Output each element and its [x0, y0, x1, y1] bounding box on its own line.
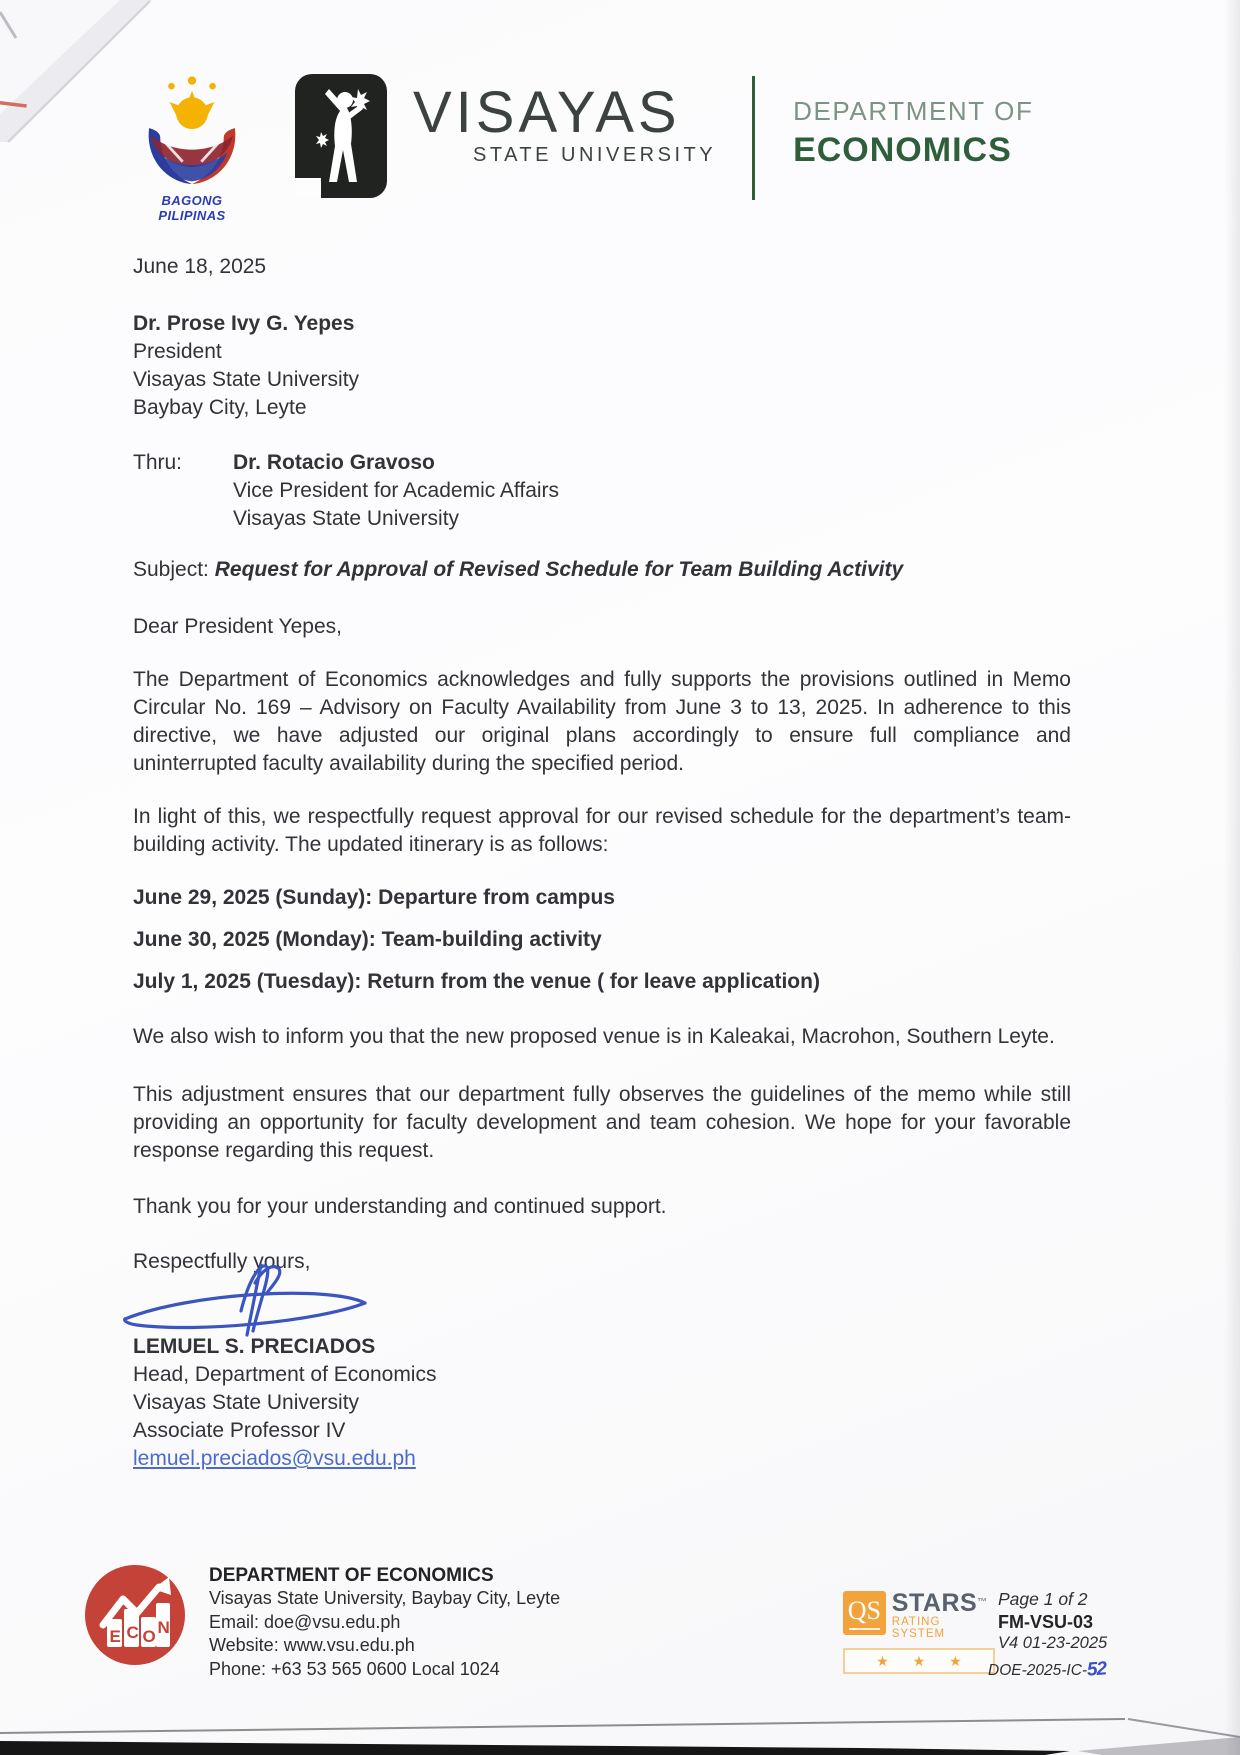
- subject-line: [133, 556, 1071, 584]
- body-paragraph-5: Thank you for your understanding and continued support.: [133, 1195, 667, 1218]
- body-paragraph-3: We also wish to inform you that the new proposed venue is in Kaleakai, Macrohon, Southern Leyte.: [133, 1025, 1055, 1048]
- schedule-item-1: June 29, 2025 (Sunday): Departure from campus: [133, 886, 615, 909]
- signatory-rank: Associate Professor IV: [133, 1419, 346, 1442]
- letterhead: [133, 74, 1071, 223]
- recipient-block: [133, 310, 1071, 422]
- qs-stars-word: STARS™: [891, 1589, 988, 1617]
- schedule-item-3: July 1, 2025 (Tuesday): Return from the venue ( for leave application): [133, 970, 820, 993]
- recipient-name: Dr. Prose Ivy G. Yepes: [133, 312, 355, 335]
- signatory-name: LEMUEL S. PRECIADOS: [133, 1335, 376, 1358]
- thru-block: [133, 449, 1071, 533]
- thru-name: Dr. Rotacio Gravoso: [233, 451, 435, 474]
- thru-org: Visayas State University: [233, 507, 460, 530]
- thru-label: Thru:: [133, 451, 183, 474]
- vsu-logo: [295, 74, 387, 198]
- body-paragraph-4: This adjustment ensures that our department fully observes the guidelines of the memo while still providing an opportunity for faculty development and team cohesion. We hope for your favorable response regarding this request.: [133, 1083, 1071, 1162]
- thru-title: Vice President for Academic Affairs: [233, 479, 560, 502]
- subject-label: Subject:: [133, 558, 209, 581]
- vsu-wordmark: [413, 80, 717, 167]
- letter-date: June 18, 2025: [133, 255, 267, 278]
- form-version: V4 01-23-2025: [998, 1634, 1108, 1652]
- vsu-wordmark-sub: STATE UNIVERSITY: [473, 144, 717, 166]
- signatory-org: Visayas State University: [133, 1391, 360, 1414]
- handwritten-signature: [119, 1257, 371, 1341]
- svg-text:E: E: [109, 1627, 121, 1646]
- department-name-label: ECONOMICS: [793, 131, 1012, 169]
- closing-phrase: Respectfully yours,: [133, 1250, 311, 1273]
- vsu-wordmark-main: VISAYAS: [413, 80, 681, 145]
- salutation: Dear President Yepes,: [133, 615, 342, 638]
- schedule-item-2: June 30, 2025 (Monday): Team-building activity: [133, 928, 602, 951]
- bagong-pilipinas-logo: [133, 74, 251, 223]
- svg-text:O: O: [142, 1627, 156, 1646]
- bagong-pilipinas-label: BAGONG PILIPINAS: [158, 193, 226, 223]
- footer-document-meta: [988, 1589, 1108, 1681]
- footer-address: Visayas State University, Baybay City, Leyte: [209, 1588, 561, 1608]
- qs-badge-icon: QS: [843, 1591, 886, 1635]
- subject-text: Request for Approval of Revised Schedule for Team Building Activity: [214, 558, 904, 581]
- footer-phone: Phone: +63 53 565 0600 Local 1024: [209, 1658, 500, 1679]
- signature-block: [133, 1333, 1071, 1473]
- footer-dept-title: DEPARTMENT OF ECONOMICS: [209, 1565, 494, 1586]
- qs-stars-row: ★ ★ ★: [843, 1648, 995, 1674]
- department-of-label: DEPARTMENT OF: [793, 96, 1034, 126]
- bottom-scan-edge-artifact: [0, 1715, 1240, 1755]
- qs-stars-logo: [843, 1591, 995, 1674]
- body-paragraph-1: The Department of Economics acknowledges and fully supports the provisions outlined in Memo Circular No. 169 – Advisory on Faculty Availability from June 3 to 13, 2025. In adherence to this directive, we have adjusted our original plans accordingly to ensure full compliance and uninterrupted faculty availability during the specified period.: [133, 668, 1071, 775]
- signatory-title: Head, Department of Economics: [133, 1363, 437, 1386]
- recipient-org: Visayas State University: [133, 368, 360, 391]
- econ-logo: [83, 1563, 187, 1667]
- header-divider: [752, 76, 755, 200]
- qs-rating-system-label: RATING SYSTEM: [891, 1616, 946, 1640]
- footer-email: Email: doe@vsu.edu.ph: [209, 1611, 401, 1632]
- right-edge-shadow: [1224, 0, 1240, 1755]
- signatory-email-link[interactable]: lemuel.preciados@vsu.edu.ph: [133, 1447, 416, 1470]
- recipient-title: President: [133, 340, 222, 363]
- svg-text:C: C: [126, 1623, 139, 1642]
- svg-text:N: N: [157, 1618, 170, 1637]
- handwritten-doc-number: 52: [1086, 1658, 1107, 1681]
- body-paragraph-2: In light of this, we respectfully request approval for our revised schedule for the department’s team-building activity. The updated itinerary is as follows:: [133, 805, 1071, 856]
- recipient-location: Baybay City, Leyte: [133, 396, 307, 419]
- form-code: FM-VSU-03: [998, 1612, 1094, 1632]
- department-wordmark: [793, 96, 1033, 170]
- bagong-pilipinas-icon: [136, 74, 248, 186]
- footer-department-info: [83, 1563, 560, 1681]
- document-code: DOE-2025-IC-52: [988, 1658, 1107, 1681]
- footer-website: Website: www.vsu.edu.ph: [209, 1635, 415, 1655]
- page-indicator: Page 1 of 2: [998, 1589, 1088, 1609]
